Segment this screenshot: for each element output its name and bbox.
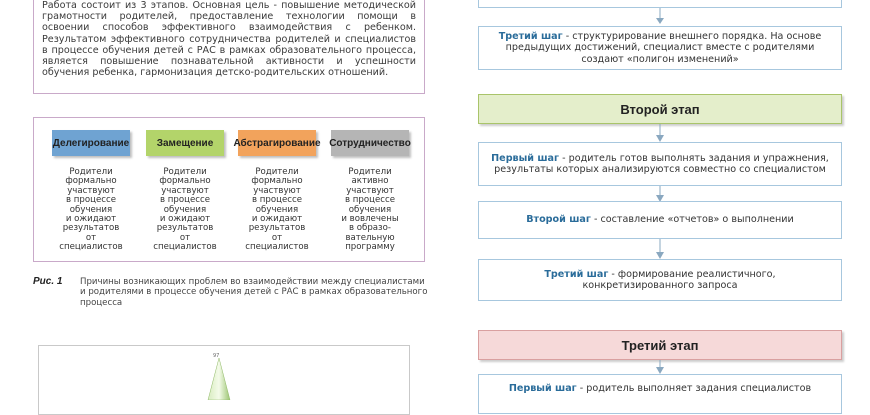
diagram-column-substitution xyxy=(146,130,224,253)
column-text: Родители формально участвуют в процессе обучения и ожидают результатов от специалистов xyxy=(245,167,309,253)
stage2-header: Второй этап xyxy=(478,94,842,124)
step-text: - формирование реалистичного, конкретизированного запроса xyxy=(582,268,776,291)
diagram-column-delegation xyxy=(52,130,130,253)
column-title: Абстрагирование xyxy=(238,130,316,156)
stage3-header: Третий этап xyxy=(478,330,842,360)
diagram-column-cooperation xyxy=(331,130,409,253)
step-text: - составление «отчетов» о выполнении xyxy=(590,214,794,226)
stage2-step3 xyxy=(478,259,842,301)
step-title: Третий шаг xyxy=(544,268,609,280)
arrow-down-icon xyxy=(656,124,664,142)
diagram-box xyxy=(33,117,425,262)
diagram-column-abstraction xyxy=(233,130,321,253)
step-text: - родитель готов выполнять задания и упражнения, результаты которых анализируются совместно со специалистом xyxy=(494,152,829,175)
figure-caption: Причины возникающих проблем во взаимодействии между специалистами и родителями в процессе обучения детей с РАС в рамках образовательного процесса xyxy=(80,277,428,308)
arrow-down-icon xyxy=(656,186,664,202)
step-title: Второй шаг xyxy=(526,214,591,226)
column-title: Замещение xyxy=(146,130,224,156)
intro-text: Работа состоит из 3 этапов. Основная цель - повышение методической грамотности родителей, предоставление технологии помощи в освоении способов эффективного взаимодействия с ребенком. Результатом эффективного сотрудничества родителей и специалистов в процессе обучения детей с РАС в рамках образовательного процесса, является повышение познавательной активности и успешности обучения ребенка, гармонизация детско-родительских отношений. xyxy=(42,0,416,79)
step-title: Первый шаг xyxy=(491,152,560,164)
step-title: Первый шаг xyxy=(508,383,577,394)
arrow-down-icon xyxy=(656,239,664,259)
step-text: - структурирование внешнего порядка. На основе предыдущих достижений, специалист вместе с родителями создают «полигон изменений» xyxy=(505,30,822,65)
chart-peak-label: 97 xyxy=(213,353,220,359)
step-title: Третий шаг xyxy=(498,30,563,42)
cone-shape xyxy=(200,358,240,400)
intro-box xyxy=(33,0,425,94)
figure-label: Рис. 1 xyxy=(33,276,63,287)
step-box-top-partial xyxy=(478,0,842,8)
column-text: Родители активно участвуют в процессе обучения и вовлечены в образо- вательную программу xyxy=(341,167,399,253)
arrow-down-icon xyxy=(656,8,664,24)
column-title: Сотрудничество xyxy=(331,130,409,156)
stage2-step2 xyxy=(478,201,842,239)
step-text: - родитель выполняет задания специалистов xyxy=(576,383,812,394)
column-title: Делегирование xyxy=(52,130,130,156)
stage1-step3 xyxy=(478,26,842,70)
column-text: Родители формально участвуют в процессе обучения и ожидают результатов от специалистов xyxy=(59,167,123,253)
stage2-step1 xyxy=(478,142,842,186)
column-text: Родители формально участвуют в процессе обучения и ожидают результатов от специалистов xyxy=(153,167,217,253)
arrow-down-icon xyxy=(656,360,664,374)
stage3-step1 xyxy=(478,374,842,414)
